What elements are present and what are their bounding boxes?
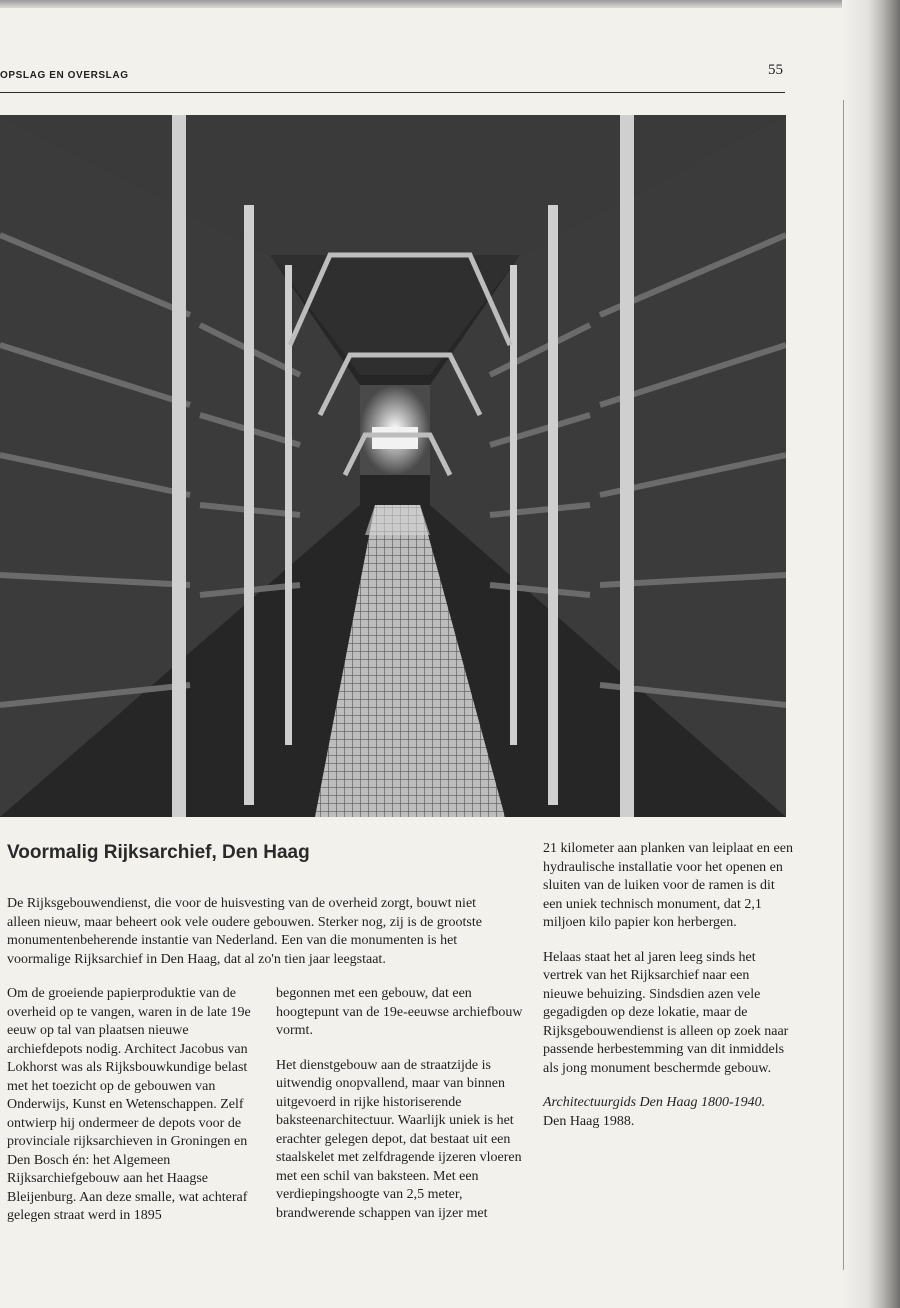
body-column-right xyxy=(543,840,793,1147)
page-fold-line xyxy=(843,100,844,1270)
body-paragraph: Om de groeiende papierproduktie van de overheid op te vangen, waren in de late 19e eeuw op tal van plaatsen nieuwe archiefdepots nodig. Architect Jacobus van Lokhorst was als Rijksbouwkundige belast met het toezicht op de gebouwen van Onderwijs, Kunst en Wetenschappen. Zelf ontwierp hij ondermeer de depots voor de provinciale rijksarchieven in Groningen en Den Bosch én: het Algemeen Rijksarchiefgebouw aan het Haagse Bleijenburg. Aan deze smalle, wat achteraf gelegen straat werd in 1895 xyxy=(7,986,251,1223)
archive-stacks-photo xyxy=(0,115,786,817)
running-header: OPSLAG EN OVERSLAG xyxy=(0,70,129,81)
body-column-middle xyxy=(276,985,526,1239)
citation-place-year: Den Haag 1988. xyxy=(543,1113,635,1129)
article-intro xyxy=(7,895,497,985)
citation-title: Architectuurgids Den Haag 1800-1940. xyxy=(543,1095,766,1110)
page-top-edge xyxy=(0,0,900,8)
body-paragraph: begonnen met een gebouw, dat een hoogtepunt van de 19e-eeuwse archiefbouw vormt. xyxy=(276,986,523,1038)
body-paragraph: 21 kilometer aan planken van leiplaat en een hydraulische installatie voor het openen en sluiten van de luiken voor de ramen is dit een uniek technisch monument, dat 2,1 miljoen kilo papier kon herbergen. xyxy=(543,841,793,930)
source-citation xyxy=(543,1094,793,1131)
header-rule xyxy=(0,92,785,93)
page-number: 55 xyxy=(768,62,783,78)
intro-paragraph: De Rijksgebouwendienst, die voor de huisvesting van de overheid zorgt, bouwt niet alleen nieuw, maar beheert ook vele oudere gebouwen. Sterker nog, zij is de grootste monumentenbeherende instantie van Nederland. Een van die monumenten is het voormalige Rijksarchief in Den Haag, dat al zo'n tien jaar leegstaat. xyxy=(7,896,482,967)
page-right-edge xyxy=(842,0,900,1308)
body-column-left xyxy=(7,985,255,1242)
body-paragraph: Helaas staat het al jaren leeg sinds het vertrek van het Rijksarchief naar een nieuwe behuizing. Sindsdien azen vele gegadigden op deze lokatie, maar de Rijksgebouwendienst is alleen op zoek naar passende herbestemming van dit inmiddels als jong monument beschermde gebouw. xyxy=(543,949,789,1076)
article-title: Voormalig Rijksarchief, Den Haag xyxy=(7,842,310,863)
body-paragraph: Het dienstgebouw aan de straatzijde is uitwendig onopvallend, maar van binnen uitgevoerd in rijke historiserende baksteenarchitectuur. Waarlijk uniek is het erachter gelegen depot, dat bestaat uit een staalskelet met zelfdragende ijzeren vloeren met een schil van baksteen. Met een verdiepingshoogte van 2,5 meter, brandwerende schappen van ijzer met xyxy=(276,1057,522,1221)
photo-illustration xyxy=(0,115,786,817)
